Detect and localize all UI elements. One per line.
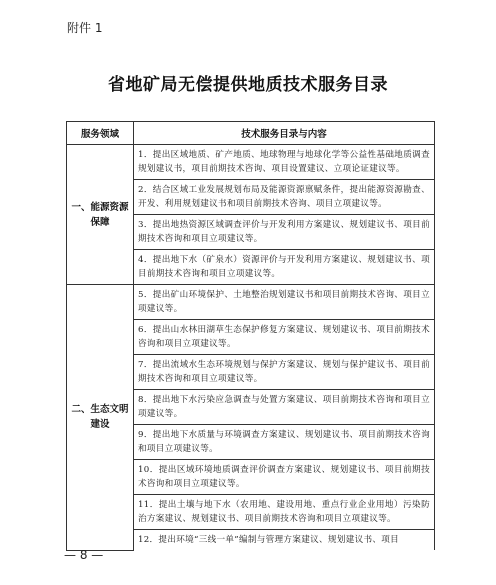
- page-number: — 8 —: [64, 548, 104, 562]
- service-item-3: 3．提出地热资源区域调查评价与开发利用方案建议、规划建议书、项目前期技术咨询和项目立项建议等。: [134, 215, 435, 250]
- domain-column-header: 服务领域: [67, 122, 134, 145]
- service-item-10: 10．提出区域环境地质调查评价调查方案建议、规划建议书、项目前期技术咨询和项目立项建议等。: [134, 460, 435, 495]
- domain-cell-energy: 一、能源资源保障: [67, 145, 134, 285]
- table-row: [67, 145, 435, 180]
- service-item-2: 2．结合区域工业发展规划布局及能源资源禀赋条件，提出能源资源勘查、开发、利用规划建议书和项目前期技术咨询、项目立项建议等。: [134, 180, 435, 215]
- service-item-4: 4．提出地下水（矿泉水）资源评价与开发利用方案建议、规划建议书、项目前期技术咨询和项目立项建议等。: [134, 250, 435, 285]
- service-item-6: 6．提出山水林田湖草生态保护修复方案建议、规划建议书、项目前期技术咨询和项目立项建议等。: [134, 320, 435, 355]
- service-item-8: 8．提出地下水污染应急调查与处置方案建议、项目前期技术咨询和项目立项建议等。: [134, 390, 435, 425]
- service-item-5: 5．提出矿山环境保护、土地整治规划建议书和项目前期技术咨询、项目立项建议等。: [134, 285, 435, 320]
- service-item-11: 11．提出土壤与地下水（农用地、建设用地、重点行业企业用地）污染防治方案建议、规划建议书、项目前期技术咨询和项目立项建议等。: [134, 495, 435, 530]
- service-item-7: 7．提出流域水生态环境规划与保护方案建议、规划与保护建议书、项目前期技术咨询和项目立项建议等。: [134, 355, 435, 390]
- attachment-label: 附件 1: [67, 21, 103, 35]
- table-row: [67, 285, 435, 320]
- content-column-header: 技术服务目录与内容: [134, 122, 435, 145]
- service-item-1: 1．提出区域地质、矿产地质、地球物理与地球化学等公益性基础地质调查规划建议书，项目前期技术咨询、项目设置建议、立项论证建议等。: [134, 145, 435, 180]
- service-item-12: 12．提出环境“三线一单”编制与管理方案建议、规划建议书、项目: [134, 530, 435, 551]
- table-header-row: [67, 122, 435, 145]
- page-title: 省地矿局无偿提供地质技术服务目录: [108, 75, 388, 95]
- domain-cell-ecology: 二、生态文明建设: [67, 285, 134, 551]
- service-catalog-table: [66, 121, 435, 551]
- service-item-9: 9．提出地下水质量与环境调查方案建议、规划建议书、项目前期技术咨询和项目立项建议等。: [134, 425, 435, 460]
